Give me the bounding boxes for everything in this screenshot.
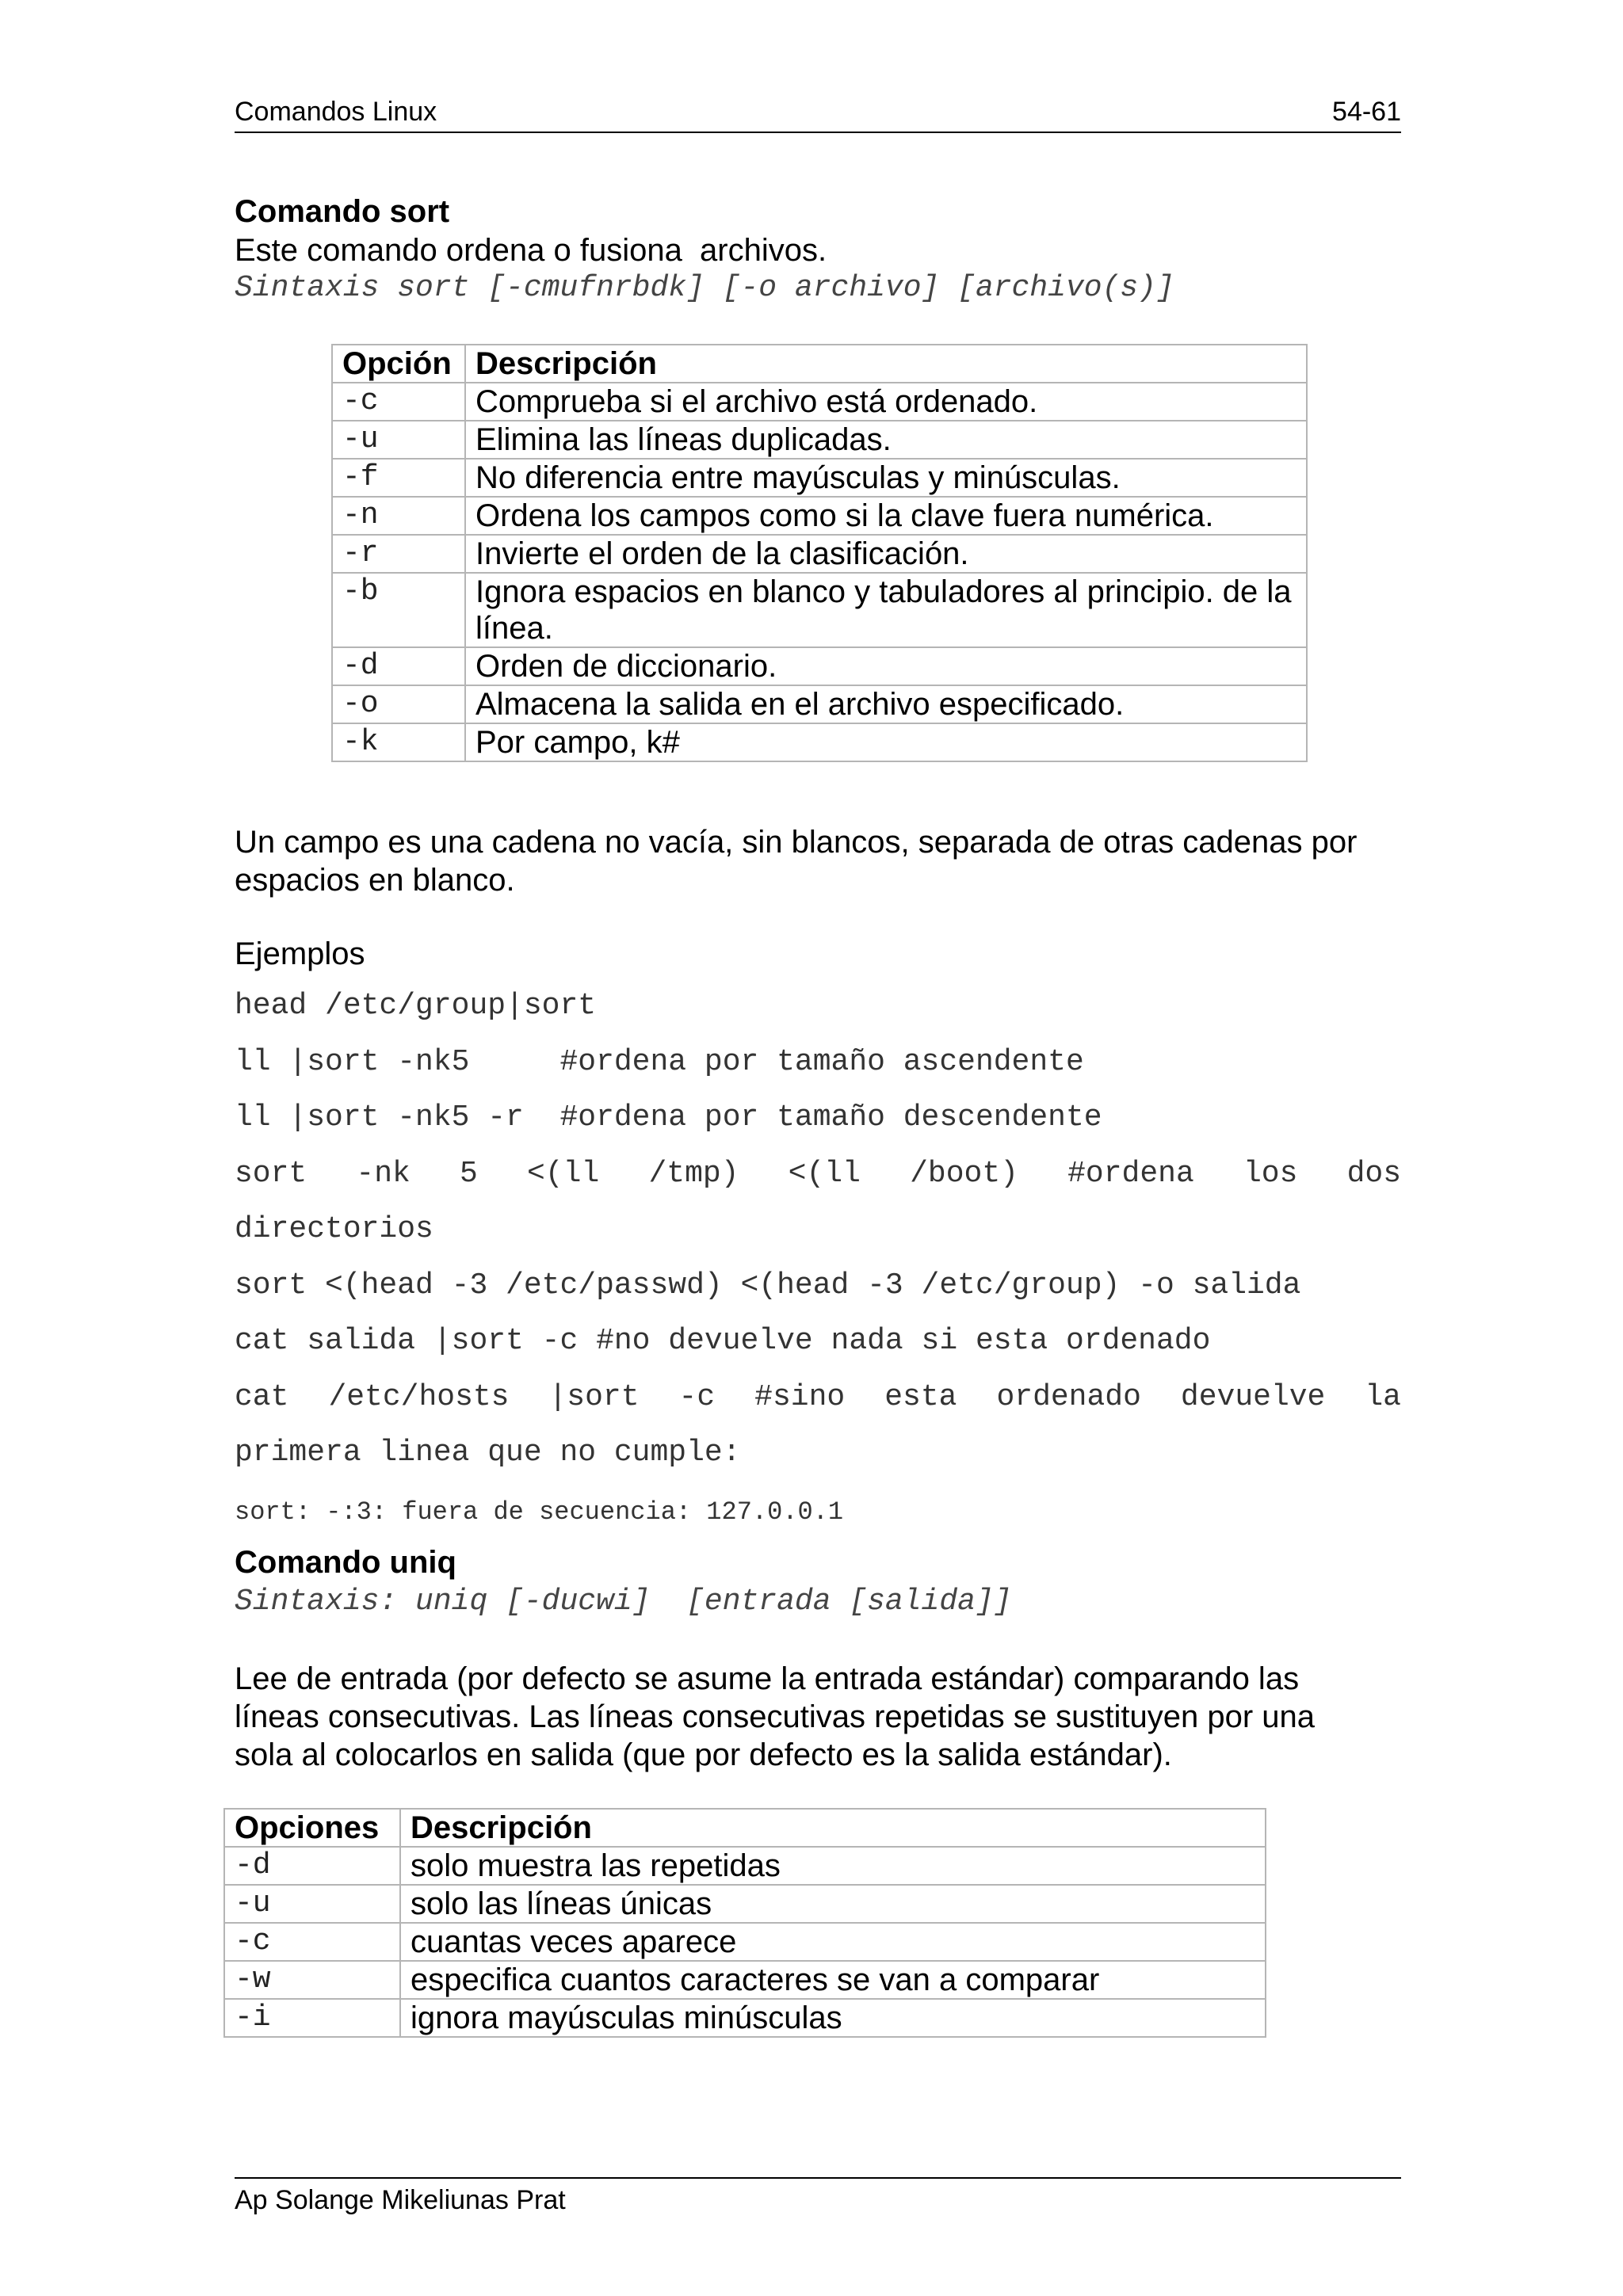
option-cell: -i [224, 1999, 400, 2037]
option-cell: -u [224, 1885, 400, 1923]
code-example-line: primera linea que no cumple: [235, 1436, 741, 1470]
description-cell: ignora mayúsculas minúsculas [400, 1999, 1266, 2037]
uniq-syntax: Sintaxis: uniq [-ducwi] [entrada [salida]] [235, 1585, 1012, 1619]
table-row [332, 685, 1307, 723]
option-cell: -r [332, 535, 465, 573]
uniq-description: Lee de entrada (por defecto se asume la entrada estándar) comparando las líneas consecutivas. Las líneas consecutivas repetidas se sustituyen por una sola al colocarlos en salida (que por defecto es la salida estándar). [235, 1661, 1316, 1772]
code-example-line: cat /etc/hosts |sort -c #sino esta ordenado devuelve la [235, 1380, 1401, 1414]
table-row [224, 1961, 1266, 1999]
code-example-line: ll |sort -nk5 -r #ordena por tamaño descendente [235, 1100, 1102, 1135]
uniq-heading: Comando uniq [235, 1545, 456, 1580]
field-note: Un campo es una cadena no vacía, sin blancos, separada de otras cadenas por espacios en blanco. [235, 825, 1358, 898]
column-header-option: Opciones [224, 1809, 400, 1847]
option-cell: -c [332, 383, 465, 421]
table-row [332, 383, 1307, 421]
uniq-options-table [223, 1808, 1266, 2038]
table-row [224, 1885, 1266, 1923]
option-cell: -b [332, 573, 465, 647]
column-header-description: Descripción [465, 345, 1307, 383]
description-cell: Ignora espacios en blanco y tabuladores al principio. de la línea. [465, 573, 1307, 647]
option-cell: -c [224, 1923, 400, 1961]
description-cell: No diferencia entre mayúsculas y minúsculas. [465, 459, 1307, 497]
table-row [332, 497, 1307, 535]
code-example-line: ll |sort -nk5 #ordena por tamaño ascendente [235, 1045, 1084, 1079]
page-number: 54-61 [1332, 97, 1401, 127]
description-cell: Invierte el orden de la clasificación. [465, 535, 1307, 573]
table-row [332, 535, 1307, 573]
column-header-description: Descripción [400, 1809, 1266, 1847]
option-cell: -u [332, 421, 465, 459]
description-cell: Almacena la salida en el archivo especificado. [465, 685, 1307, 723]
table-row [332, 647, 1307, 685]
description-cell: Ordena los campos como si la clave fuera numérica. [465, 497, 1307, 535]
option-cell: -d [332, 647, 465, 685]
code-example-line: head /etc/group|sort [235, 989, 597, 1023]
description-cell: solo las líneas únicas [400, 1885, 1266, 1923]
table-row [224, 1847, 1266, 1885]
table-row [332, 573, 1307, 647]
description-cell: Elimina las líneas duplicadas. [465, 421, 1307, 459]
code-example-line: sort -nk 5 <(ll /tmp) <(ll /boot) #ordena los dos [235, 1157, 1401, 1191]
option-cell: -w [224, 1961, 400, 1999]
code-example-line: cat salida |sort -c #no devuelve nada si esta ordenado [235, 1324, 1211, 1358]
sort-heading: Comando sort [235, 194, 450, 229]
sort-intro: Este comando ordena o fusiona archivos. [235, 233, 827, 268]
description-cell: cuantas veces aparece [400, 1923, 1266, 1961]
table-header-row [332, 345, 1307, 383]
option-cell: -k [332, 723, 465, 761]
code-example-line: directorios [235, 1212, 433, 1246]
sort-output-line: sort: -:3: fuera de secuencia: 127.0.0.1 [235, 1497, 844, 1527]
description-cell: Comprueba si el archivo está ordenado. [465, 383, 1307, 421]
column-header-option: Opción [332, 345, 465, 383]
footer-author: Ap Solange Mikeliunas Prat [235, 2185, 566, 2215]
table-row [224, 1923, 1266, 1961]
table-header-row [224, 1809, 1266, 1847]
table-row [332, 459, 1307, 497]
header-rule [235, 132, 1401, 133]
option-cell: -n [332, 497, 465, 535]
examples-heading: Ejemplos [235, 936, 365, 971]
table-row [332, 723, 1307, 761]
header-title: Comandos Linux [235, 97, 437, 127]
code-example-line: sort <(head -3 /etc/passwd) <(head -3 /etc/group) -o salida [235, 1268, 1301, 1302]
table-row [224, 1999, 1266, 2037]
option-cell: -f [332, 459, 465, 497]
description-cell: especifica cuantos caracteres se van a comparar [400, 1961, 1266, 1999]
description-cell: Orden de diccionario. [465, 647, 1307, 685]
sort-syntax: Sintaxis sort [-cmufnrbdk] [-o archivo] [archivo(s)] [235, 271, 1174, 305]
option-cell: -d [224, 1847, 400, 1885]
option-cell: -o [332, 685, 465, 723]
description-cell: solo muestra las repetidas [400, 1847, 1266, 1885]
table-row [332, 421, 1307, 459]
sort-options-table [331, 344, 1308, 762]
footer-rule [235, 2177, 1401, 2179]
description-cell: Por campo, k# [465, 723, 1307, 761]
